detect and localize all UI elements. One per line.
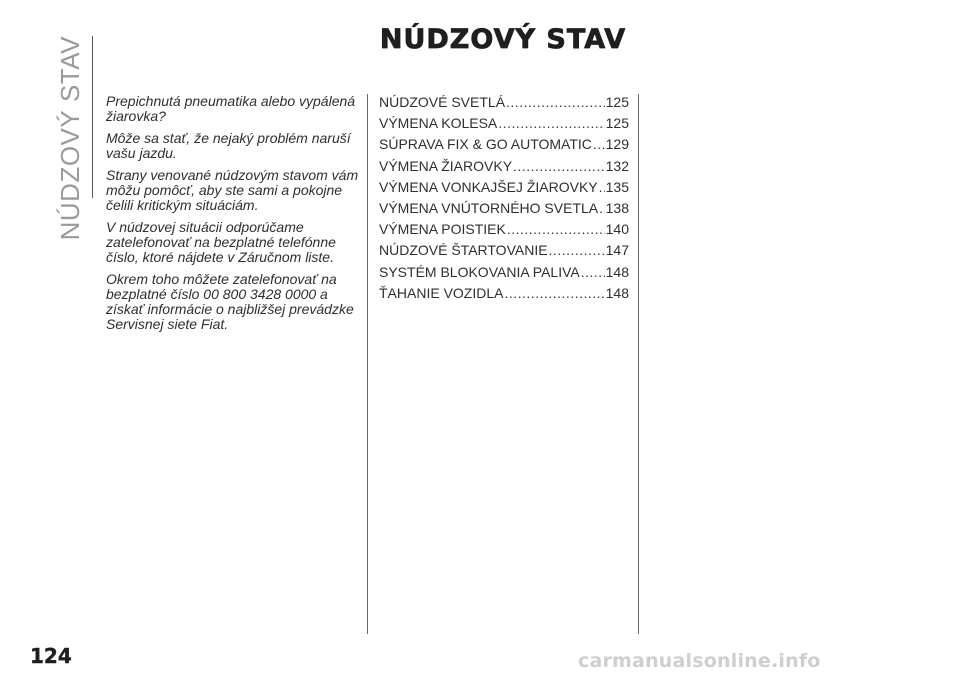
toc-leader-dots — [506, 94, 605, 110]
toc-entry[interactable] — [379, 221, 629, 242]
toc-entry-label: SÚPRAVA FIX & GO AUTOMATIC — [379, 136, 592, 153]
toc-entry-page: 125 — [605, 115, 629, 132]
column-divider-left — [367, 94, 368, 634]
page-number: 124 — [30, 644, 72, 668]
toc-entry-label: VÝMENA ŽIAROVKY — [379, 157, 513, 174]
page-title: NÚDZOVÝ STAV — [379, 24, 627, 55]
toc-entry-page: 148 — [605, 263, 629, 280]
toc-leader-dots — [599, 200, 605, 216]
toc-entry-page: 147 — [605, 242, 629, 259]
toc-entry-page: 148 — [605, 284, 629, 301]
toc-entry[interactable] — [379, 115, 629, 136]
toc-entry[interactable] — [379, 264, 629, 285]
watermark: carmanualsonline.info — [578, 650, 821, 672]
toc-leader-dots — [593, 136, 605, 152]
toc-entry-label: NÚDZOVÉ SVETLÁ — [379, 94, 506, 110]
toc-entry-page: 135 — [605, 178, 629, 195]
toc-entry[interactable] — [379, 158, 629, 179]
toc-entry[interactable] — [379, 200, 629, 221]
toc-entry-page: 132 — [605, 157, 629, 174]
toc-leader-dots — [581, 264, 605, 280]
toc-entry[interactable] — [379, 285, 629, 306]
toc-entry[interactable] — [379, 242, 629, 263]
toc-entry-page: 125 — [605, 94, 629, 110]
intro-paragraph: Môže sa stať, že nejaký problém naruší vašu jazdu. — [106, 130, 351, 161]
intro-paragraph: V núdzovej situácii odporúčame zatelefonovať na bezplatné telefónne číslo, ktoré nájdete v Záručnom liste. — [106, 219, 336, 265]
toc-leader-dots — [507, 221, 605, 237]
intro-paragraph: Okrem toho môžete zatelefonovať na bezplatné číslo 00 800 3428 0000 a získať informácie o najbližšej prevádzke Servisnej siete Fiat. — [106, 271, 354, 332]
side-tab-rule — [92, 36, 93, 198]
intro-paragraph: Prepichnutá pneumatika alebo vypálená žiarovka? — [106, 93, 356, 124]
toc-leader-dots — [513, 158, 605, 174]
toc-entry-label: ŤAHANIE VOZIDLA — [379, 284, 504, 301]
toc-entry-label: VÝMENA POISTIEK — [379, 221, 506, 238]
toc-entry-page: 138 — [605, 199, 629, 216]
toc-entry[interactable] — [379, 136, 629, 157]
toc-entry-label: VÝMENA VONKAJŠEJ ŽIAROVKY — [379, 178, 598, 195]
toc-entry-page: 140 — [605, 221, 629, 238]
toc-entry-label: VÝMENA VNÚTORNÉHO SVETLA — [379, 199, 599, 216]
toc-entry-label: NÚDZOVÉ ŠTARTOVANIE — [379, 242, 548, 259]
intro-text-block — [106, 94, 364, 339]
toc-entry-page: 129 — [605, 136, 629, 153]
toc-entry-label: VÝMENA KOLESA — [379, 115, 498, 132]
toc-entry-label: SYSTÉM BLOKOVANIA PALIVA — [379, 263, 580, 280]
toc-entry[interactable] — [379, 179, 629, 200]
column-divider-right — [638, 94, 639, 634]
section-side-tab-label: NÚDZOVÝ STAV — [54, 36, 85, 241]
toc-leader-dots — [504, 285, 604, 301]
table-of-contents — [379, 94, 629, 306]
toc-entry[interactable] — [379, 94, 629, 115]
toc-leader-dots — [498, 115, 604, 131]
toc-leader-dots — [599, 179, 605, 195]
toc-leader-dots — [549, 242, 605, 258]
section-side-tab — [50, 36, 90, 241]
intro-paragraph: Strany venované núdzovým stavom vám môžu pomôcť, aby ste sami a pokojne čelili kritickým situáciám. — [106, 167, 359, 213]
